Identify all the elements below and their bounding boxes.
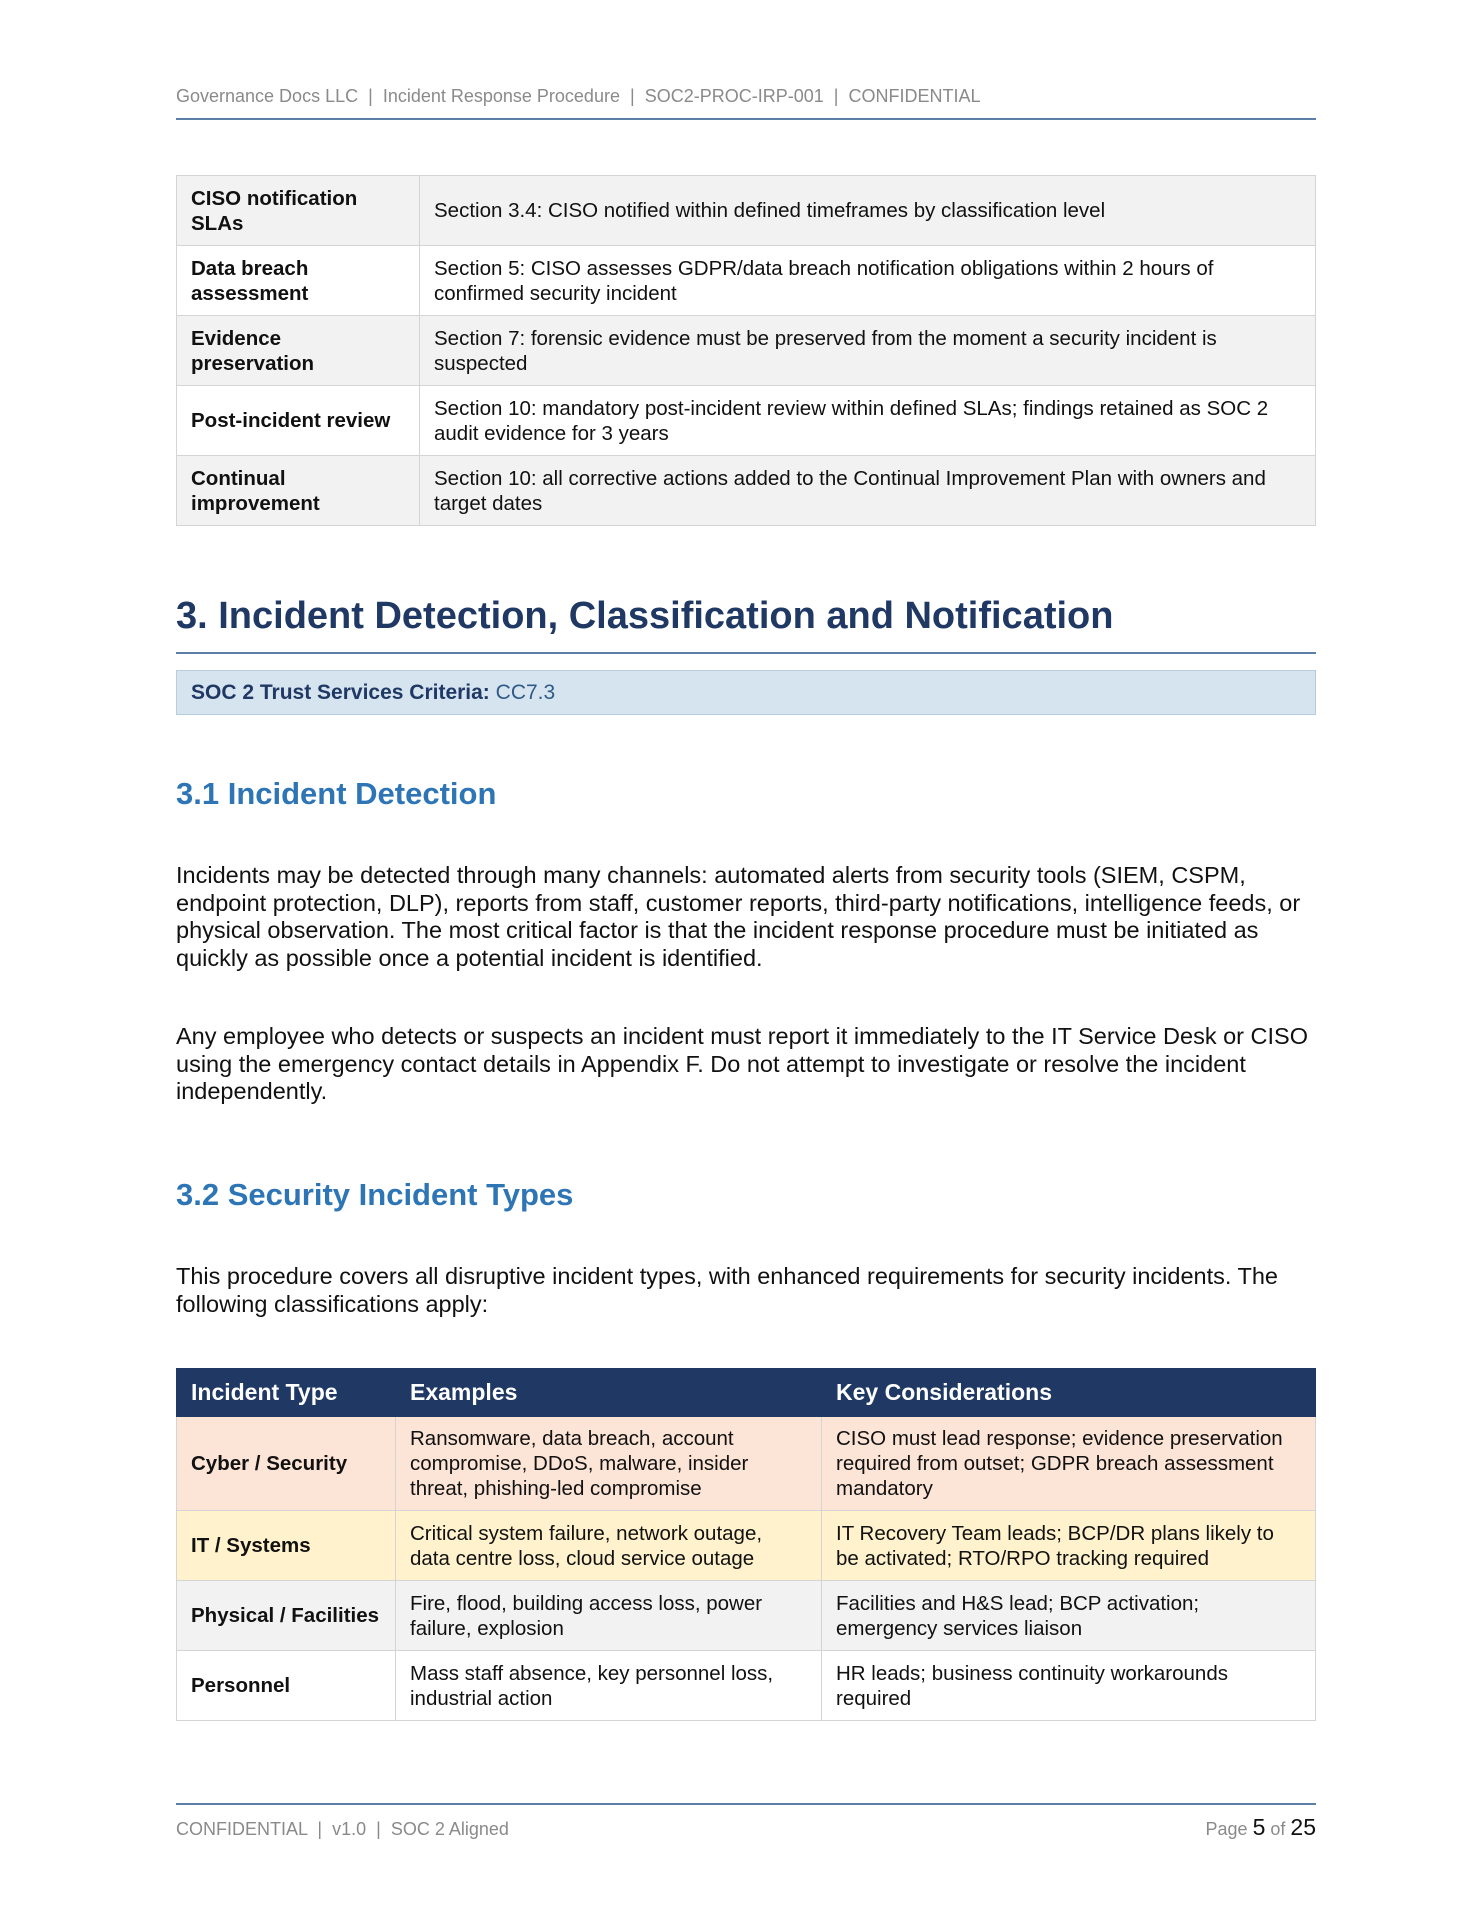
examples-cell: Fire, flood, building access loss, power failure, explosion <box>396 1581 822 1651</box>
table-row <box>177 1417 1316 1511</box>
requirement-label: Data breach assessment <box>177 246 420 316</box>
requirement-text: Section 10: mandatory post-incident review within defined SLAs; findings retained as SOC 2 audit evidence for 3 years <box>420 386 1316 456</box>
footer-classification: CONFIDENTIAL <box>176 1819 308 1839</box>
footer-version: v1.0 <box>332 1819 367 1839</box>
header-classification: CONFIDENTIAL <box>848 86 981 106</box>
tsc-value: CC7.3 <box>495 681 556 704</box>
considerations-cell: CISO must lead response; evidence preservation required from outset; GDPR breach assessment mandatory <box>822 1417 1316 1511</box>
requirement-text: Section 10: all corrective actions added to the Continual Improvement Plan with owners and target dates <box>420 456 1316 526</box>
table-row <box>177 1511 1316 1581</box>
requirement-text: Section 5: CISO assesses GDPR/data breach notification obligations within 2 hours of confirmed security incident <box>420 246 1316 316</box>
table-row <box>177 386 1316 456</box>
requirement-label: Continual improvement <box>177 456 420 526</box>
column-header-key-considerations: Key Considerations <box>822 1369 1316 1417</box>
running-footer: CONFIDENTIAL | v1.0 | SOC 2 Aligned <box>176 1819 509 1839</box>
current-page: 5 <box>1252 1814 1266 1840</box>
tsc-label: SOC 2 Trust Services Criteria: <box>191 681 490 704</box>
running-header: Governance Docs LLC | Incident Response Procedure | SOC2-PROC-IRP-001 | CONFIDENTIAL <box>176 86 981 106</box>
table-header-row <box>177 1369 1316 1417</box>
considerations-cell: IT Recovery Team leads; BCP/DR plans likely to be activated; RTO/RPO tracking required <box>822 1511 1316 1581</box>
header-divider <box>176 118 1316 120</box>
column-header-examples: Examples <box>396 1369 822 1417</box>
considerations-cell: HR leads; business continuity workarounds required <box>822 1651 1316 1721</box>
header-doc-id: SOC2-PROC-IRP-001 <box>644 86 824 106</box>
requirement-label: CISO notification SLAs <box>177 176 420 246</box>
table-row <box>177 246 1316 316</box>
requirements-table <box>176 175 1316 526</box>
considerations-cell: Facilities and H&S lead; BCP activation; emergency services liaison <box>822 1581 1316 1651</box>
page-number: Page 5 of 25 <box>1205 1814 1316 1840</box>
incident-type-cell: IT / Systems <box>177 1511 396 1581</box>
detection-paragraph-2: Any employee who detects or suspects an incident must report it immediately to the IT Service Desk or CISO using the emergency contact details in Appendix F. Do not attempt to investigate or resolve the incident independently. <box>176 1023 1308 1104</box>
section-3-2-heading: 3.2 Security Incident Types <box>176 1177 574 1212</box>
detection-paragraph-1: Incidents may be detected through many channels: automated alerts from security tools (SIEM, CSPM, endpoint protection, DLP), reports from staff, customer reports, third-party notifications, intelligence feeds, or physical observation. The most critical factor is that the incident response procedure must be initiated as quickly as possible once a potential incident is identified. <box>176 862 1301 971</box>
section-3-heading: 3. Incident Detection, Classification and Notification <box>176 595 1114 637</box>
incident-type-cell: Physical / Facilities <box>177 1581 396 1651</box>
total-pages: 25 <box>1290 1814 1316 1840</box>
section-heading-divider <box>176 652 1316 654</box>
header-company: Governance Docs LLC <box>176 86 359 106</box>
incident-type-cell: Cyber / Security <box>177 1417 396 1511</box>
column-header-incident-type: Incident Type <box>177 1369 396 1417</box>
incident-types-intro: This procedure covers all disruptive incident types, with enhanced requirements for security incidents. The following classifications apply: <box>176 1263 1278 1317</box>
incident-types-table <box>176 1368 1316 1721</box>
footer-divider <box>176 1803 1316 1805</box>
header-document-title: Incident Response Procedure <box>382 86 620 106</box>
requirement-text: Section 3.4: CISO notified within defined timeframes by classification level <box>420 176 1316 246</box>
requirement-text: Section 7: forensic evidence must be preserved from the moment a security incident is suspected <box>420 316 1316 386</box>
table-row <box>177 1581 1316 1651</box>
section-3-1-heading: 3.1 Incident Detection <box>176 776 497 811</box>
footer-alignment: SOC 2 Aligned <box>390 1819 509 1839</box>
table-row <box>177 316 1316 386</box>
requirement-label: Evidence preservation <box>177 316 420 386</box>
table-row <box>177 176 1316 246</box>
incident-type-cell: Personnel <box>177 1651 396 1721</box>
table-row <box>177 1651 1316 1721</box>
examples-cell: Ransomware, data breach, account compromise, DDoS, malware, insider threat, phishing-led compromise <box>396 1417 822 1511</box>
examples-cell: Mass staff absence, key personnel loss, industrial action <box>396 1651 822 1721</box>
trust-services-criteria-box <box>176 670 1316 715</box>
requirement-label: Post-incident review <box>177 386 420 456</box>
examples-cell: Critical system failure, network outage, data centre loss, cloud service outage <box>396 1511 822 1581</box>
table-row <box>177 456 1316 526</box>
